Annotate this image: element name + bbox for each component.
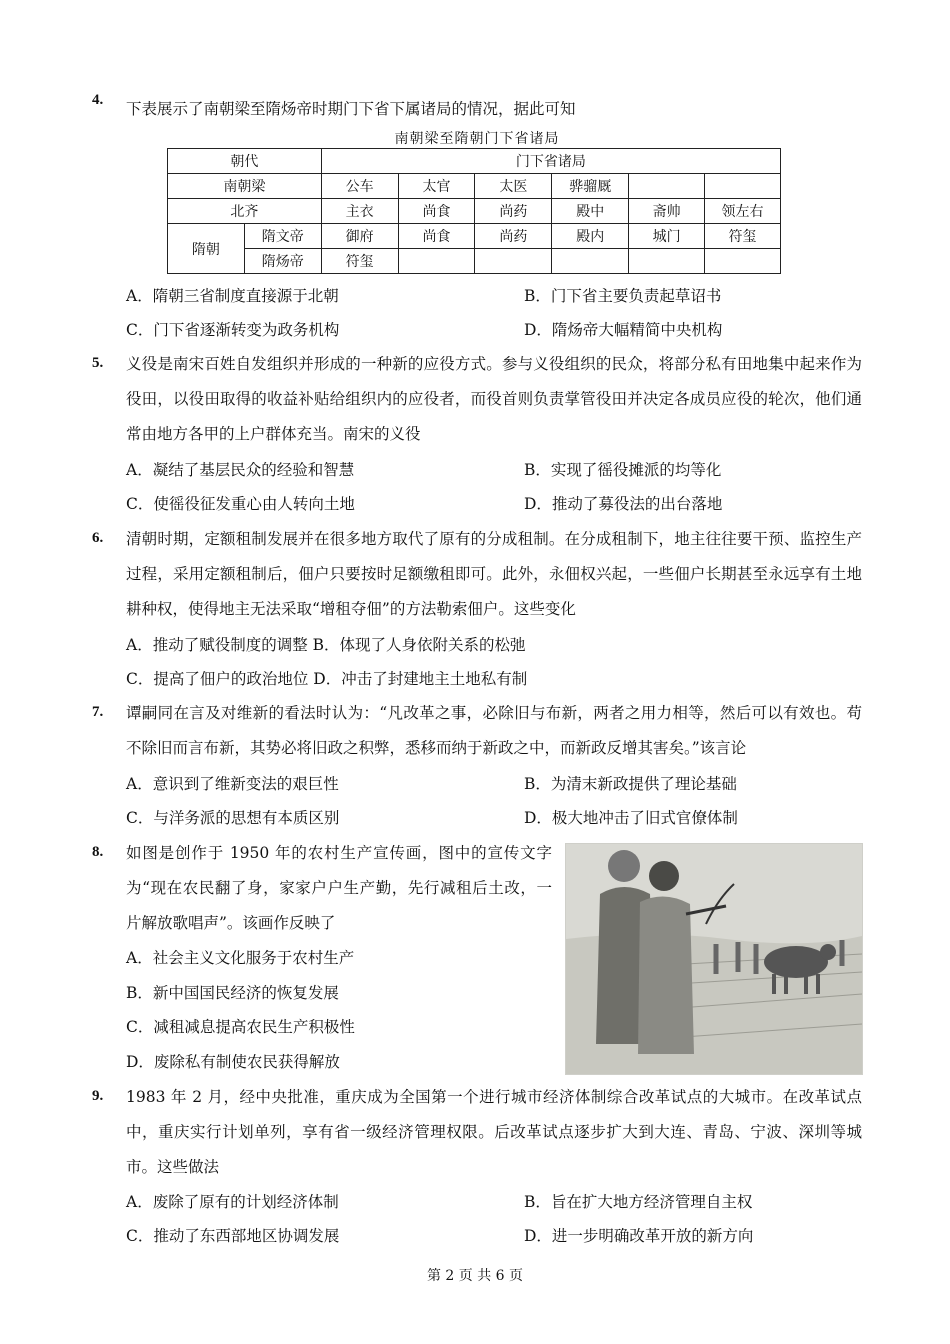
option-a[interactable]: A．隋朝三省制度直接源于北朝	[126, 287, 339, 305]
option-b[interactable]: B．为清末新政提供了理论基础	[524, 775, 737, 793]
option-b[interactable]: B．旨在扩大地方经济管理自主权	[524, 1193, 753, 1211]
option-b[interactable]: B．门下省主要负责起草诏书	[524, 287, 722, 305]
table-cell: 斋帅	[629, 199, 705, 224]
table-cell	[629, 249, 705, 274]
table-cell-emperor: 隋文帝	[244, 224, 321, 249]
table-header-bureaus: 门下省诸局	[321, 149, 780, 174]
table-cell: 殿内	[552, 224, 629, 249]
page-footer: 第 2 页 共 6 页	[426, 1268, 524, 1284]
table-cell	[705, 174, 781, 199]
table-cell: 城门	[629, 224, 705, 249]
table-cell	[629, 174, 705, 199]
table-cell-dynasty: 北齐	[168, 199, 322, 224]
option-a[interactable]: A．废除了原有的计划经济体制	[126, 1193, 339, 1211]
question-number: 7.	[92, 704, 104, 720]
table-cell: 尚药	[475, 199, 552, 224]
question-stem: 清朝时期，定额租制发展并在很多地方取代了原有的分成租制。在分成租制下，地主往往要干预、监控生产过程，采用定额租制后，佃户只要按时足额缴租即可。此外，永佃权兴起，一些佃户长期甚至永远享有土地耕种权，使得地主无法采取“增租夺佃”的方法勒索佃户。这些变化	[126, 530, 862, 618]
table-cell	[398, 249, 475, 274]
table-row	[168, 174, 781, 199]
option-b[interactable]: B．新中国国民经济的恢复发展	[126, 984, 339, 1002]
table-cell: 主衣	[321, 199, 398, 224]
table-cell: 殿中	[552, 199, 629, 224]
table-caption: 南朝梁至隋朝门下省诸局	[394, 131, 560, 147]
option-c[interactable]: C．与洋务派的思想有本质区别	[126, 809, 340, 827]
question-6	[92, 522, 862, 688]
table-cell: 尚药	[475, 224, 552, 249]
table-cell: 太官	[398, 174, 475, 199]
table-cell: 领左右	[705, 199, 781, 224]
question-number: 4.	[92, 92, 104, 108]
question-stem: 如图是创作于 1950 年的农村生产宣传画，图中的宣传文字为“现在农民翻了身，家家户户生产勤，先行减租后土改，一片解放歌唱声”。该画作反映了	[126, 844, 552, 932]
question-stem: 谭嗣同在言及对维新的看法时认为：“凡改革之事，必除旧与布新，两者之用力相等，然后可以有效也。苟不除旧而言布新，其势必将旧政之积弊，悉移而纳于新政之中，而新政反增其害矣。”该言论	[126, 704, 862, 757]
table-row	[168, 224, 781, 249]
option-c[interactable]: C．减租减息提高农民生产积极性	[126, 1018, 355, 1036]
table-cell: 符玺	[705, 224, 781, 249]
table-header-dynasty: 朝代	[168, 149, 322, 174]
option-d[interactable]: D．进一步明确改革开放的新方向	[524, 1227, 754, 1245]
option-d[interactable]: D．极大地冲击了旧式官僚体制	[524, 809, 738, 827]
question-number: 8.	[92, 844, 104, 860]
question-4	[92, 92, 862, 127]
option-b[interactable]: B．实现了徭役摊派的均等化	[524, 461, 722, 479]
option-d[interactable]: D．废除私有制使农民获得解放	[126, 1053, 340, 1071]
option-a[interactable]: A．社会主义文化服务于农村生产	[126, 949, 355, 967]
propaganda-painting	[565, 843, 863, 1075]
table-cell: 符玺	[321, 249, 398, 274]
painting-illustration	[566, 844, 862, 1074]
table-cell: 公车	[321, 174, 398, 199]
question-number: 6.	[92, 530, 104, 546]
question-stem: 义役是南宋百姓自发组织并形成的一种新的应役方式。参与义役组织的民众，将部分私有田地集中起来作为役田，以役田取得的收益补贴给组织内的应役者，而役首则负责掌管役田并决定各成员应役的轮次，他们通常由地方各甲的上户群体充当。南宋的义役	[126, 355, 862, 443]
question-9	[92, 1080, 862, 1245]
option-a[interactable]: A．凝结了基层民众的经验和智慧	[126, 461, 355, 479]
table-cell: 尚食	[398, 199, 475, 224]
option-d[interactable]: D．推动了募役法的出台落地	[524, 495, 723, 513]
option-a[interactable]: A．意识到了维新变法的艰巨性	[126, 775, 339, 793]
table-cell	[475, 249, 552, 274]
table-cell-dynasty: 南朝梁	[168, 174, 322, 199]
option-c[interactable]: C．门下省逐渐转变为政务机构	[126, 321, 340, 339]
question-5	[92, 347, 862, 513]
question-number: 9.	[92, 1088, 104, 1104]
table-cell	[552, 249, 629, 274]
question-stem: 1983 年 2 月，经中央批准，重庆成为全国第一个进行城市经济体制综合改革试点的大城市。在改革试点中，重庆实行计划单列，享有省一级经济管理权限。后改革试点逐步扩大到大连、青岛、宁波、深圳等城市。这些做法	[126, 1088, 862, 1176]
option-cd[interactable]: C．提高了佃户的政治地位 D．冲击了封建地主土地私有制	[126, 670, 528, 688]
table-cell: 御府	[321, 224, 398, 249]
option-c[interactable]: C．使徭役征发重心由人转向土地	[126, 495, 355, 513]
option-c[interactable]: C．推动了东西部地区协调发展	[126, 1227, 340, 1245]
bureau-table	[167, 148, 781, 274]
table-cell-emperor: 隋炀帝	[244, 249, 321, 274]
table-cell-dynasty: 隋朝	[168, 224, 245, 274]
table-row	[168, 199, 781, 224]
table-row	[168, 149, 781, 174]
table-cell: 骅骝厩	[552, 174, 629, 199]
question-8	[92, 836, 552, 1071]
question-stem: 下表展示了南朝梁至隋炀帝时期门下省下属诸局的情况，据此可知	[126, 100, 576, 118]
question-number: 5.	[92, 355, 104, 371]
option-d[interactable]: D．隋炀帝大幅精简中央机构	[524, 321, 723, 339]
table-cell: 太医	[475, 174, 552, 199]
option-ab[interactable]: A．推动了赋役制度的调整 B．体现了人身依附关系的松弛	[126, 636, 526, 654]
table-row	[168, 249, 781, 274]
question-7	[92, 696, 862, 827]
table-cell	[705, 249, 781, 274]
table-cell: 尚食	[398, 224, 475, 249]
